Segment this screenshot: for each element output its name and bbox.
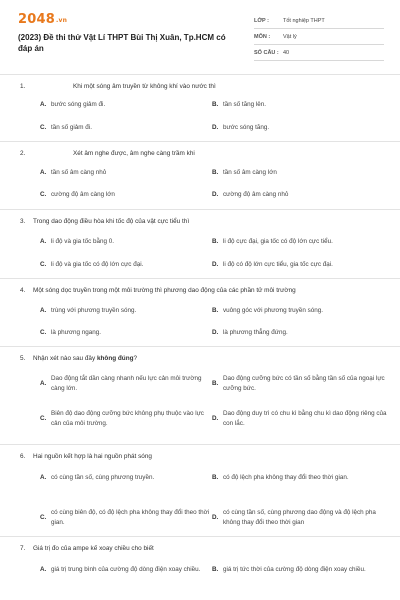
answer-option[interactable] (212, 306, 387, 316)
option-letter: D. (212, 329, 219, 336)
question-text: Khi một sóng âm truyền từ không khí vào nước thì (73, 83, 216, 90)
question-item (0, 141, 400, 209)
question-item (0, 536, 400, 600)
option-text: có cùng biên độ, có độ lệch pha không thay đổi theo thời gian. (51, 509, 210, 526)
question-text: Nhận xét nào sau đây không đúng? (33, 355, 138, 362)
option-letter: A. (40, 169, 47, 176)
meta-label: SỐ CÂU : (254, 49, 279, 56)
option-letter: A. (40, 566, 47, 573)
option-letter: B. (212, 169, 219, 176)
answer-option[interactable] (212, 328, 387, 338)
answer-option[interactable] (212, 565, 387, 575)
option-letter: C. (40, 191, 47, 198)
question-text-lead: Nhận xét nào sau đây (33, 355, 97, 362)
option-text: li độ cực đại, gia tốc có độ lớn cực tiểu. (223, 238, 333, 245)
page-header (0, 0, 400, 68)
option-letter: B. (212, 566, 219, 573)
question-text: Xét âm nghe được, âm nghe càng trầm khi (73, 150, 195, 157)
answer-option[interactable] (212, 168, 387, 178)
question-header (20, 150, 380, 157)
option-letter: C. (40, 414, 47, 422)
answer-option[interactable] (40, 565, 215, 575)
option-letter: B. (212, 307, 219, 314)
option-text: vuông góc với phương truyền sóng. (223, 307, 323, 314)
option-text: có độ lệch pha không thay đổi theo thời gian. (223, 474, 349, 481)
answer-option[interactable] (212, 100, 387, 110)
option-text: là phương thẳng đứng. (223, 329, 288, 336)
answer-option[interactable] (40, 168, 215, 178)
answer-option[interactable] (40, 328, 215, 338)
option-letter: B. (212, 379, 219, 387)
question-emphasis: không đúng (96, 355, 134, 362)
question-header (20, 545, 380, 552)
answer-option[interactable] (212, 374, 387, 393)
option-text: giá trị tức thời của cường độ dòng điện xoay chiều. (223, 566, 366, 573)
answer-option[interactable] (40, 409, 215, 428)
question-text: Hai nguồn kết hợp là hai nguồn phát sóng (33, 453, 152, 460)
brand-logo[interactable] (18, 12, 67, 27)
option-letter: A. (40, 238, 47, 245)
option-letter: A. (40, 379, 47, 387)
question-item (0, 209, 400, 278)
option-text: tần số giảm đi. (51, 124, 92, 131)
answer-option[interactable] (212, 508, 387, 527)
option-text: cường độ âm càng lớn (51, 191, 115, 198)
question-header (20, 355, 380, 362)
question-number: 5. (20, 355, 26, 362)
meta-row-count (254, 45, 384, 61)
question-number: 6. (20, 453, 26, 460)
question-header (20, 453, 380, 460)
answer-option[interactable] (40, 100, 215, 110)
meta-value: Tốt nghiệp THPT (283, 17, 325, 24)
answer-option[interactable] (212, 123, 387, 133)
option-letter: D. (212, 191, 219, 198)
answer-option[interactable] (40, 473, 215, 483)
question-item (0, 278, 400, 346)
option-letter: C. (40, 329, 47, 336)
answer-option[interactable] (40, 260, 215, 270)
option-text: Dao động duy trì có chu kì bằng chu kì dao động riêng của con lắc. (223, 410, 387, 427)
question-item (0, 444, 400, 534)
meta-row-class (254, 13, 384, 29)
option-letter: A. (40, 474, 47, 481)
option-text: có cùng tần số, cùng phương dao động và độ lệch pha không thay đổi theo thời gian (223, 509, 376, 526)
option-text: li độ có độ lớn cực tiểu, gia tốc cực đại. (223, 261, 333, 268)
question-number: 7. (20, 545, 26, 552)
answer-option[interactable] (212, 473, 387, 483)
question-item (0, 346, 400, 438)
option-letter: B. (212, 238, 219, 245)
question-text: Giá trị đo của ampe kế xoay chiều cho biết (33, 545, 154, 552)
option-letter: C. (40, 261, 47, 268)
option-text: li độ và gia tốc có độ lớn cực đại. (51, 261, 144, 268)
meta-label: MÔN : (254, 33, 271, 40)
question-number: 3. (20, 218, 26, 225)
answer-option[interactable] (212, 190, 387, 200)
answer-option[interactable] (40, 508, 215, 527)
exam-title: (2023) Đề thi thử Vật Lí THPT Bùi Thị Xuân, Tp.HCM có đáp án (18, 33, 226, 53)
option-text: tần số âm càng nhỏ (51, 169, 107, 176)
option-letter: A. (40, 307, 47, 314)
option-text: là phương ngang. (51, 329, 102, 336)
answer-option[interactable] (212, 237, 387, 247)
question-number: 2. (20, 150, 26, 157)
option-text: giá trị trung bình của cường độ dòng điện xoay chiều. (51, 566, 201, 573)
option-text: li độ và gia tốc bằng 0. (51, 238, 115, 245)
option-text: có cùng tần số, cùng phương truyền. (51, 474, 155, 481)
question-header (20, 287, 380, 294)
option-text: Dao động tắt dần càng nhanh nếu lực cản môi trường càng lớn. (51, 375, 202, 392)
option-text: bước sóng tăng. (223, 124, 270, 131)
question-number: 4. (20, 287, 26, 294)
option-letter: C. (40, 124, 47, 131)
answer-option[interactable] (212, 409, 387, 428)
option-letter: D. (212, 124, 219, 131)
answer-option[interactable] (40, 123, 215, 133)
meta-value: 40 (283, 49, 290, 56)
meta-value: Vật lý (283, 33, 297, 40)
question-header (20, 218, 380, 225)
option-text: tần số âm càng lớn (223, 169, 277, 176)
option-text: bước sóng giảm đi. (51, 101, 106, 108)
option-letter: B. (212, 474, 219, 481)
option-letter: B. (212, 101, 219, 108)
option-letter: C. (40, 513, 47, 521)
option-letter: A. (40, 101, 47, 108)
exam-meta (254, 13, 384, 61)
question-header (20, 83, 380, 90)
answer-option[interactable] (40, 190, 215, 200)
question-text: Trong dao động điều hòa khi tốc độ của vật cực tiểu thì (33, 218, 190, 225)
answer-option[interactable] (40, 237, 215, 247)
answer-option[interactable] (212, 260, 387, 270)
option-text: trùng với phương truyền sóng. (51, 307, 137, 314)
option-letter: D. (212, 261, 219, 268)
meta-row-subject (254, 29, 384, 45)
option-text: Biên độ dao động cưỡng bức không phụ thuộc vào lực cản của môi trường. (51, 410, 204, 427)
option-letter: D. (212, 513, 219, 521)
question-number: 1. (20, 83, 26, 90)
answer-option[interactable] (40, 306, 215, 316)
option-letter: D. (212, 414, 219, 422)
option-text: cường độ âm càng nhỏ (223, 191, 289, 198)
question-text: Một sóng dọc truyền trong một môi trường thì phương dao động của các phần tử môi trường (33, 287, 296, 294)
option-text: Dao động cưỡng bức có tần số bằng tần số của ngoại lực cưỡng bức. (223, 375, 385, 392)
brand-name: 2048 (18, 12, 55, 27)
question-item (0, 74, 400, 149)
meta-label: LỚP : (254, 17, 269, 24)
brand-tld: .vn (55, 17, 68, 24)
option-text: tần số tăng lên. (223, 101, 267, 108)
answer-option[interactable] (40, 374, 215, 393)
